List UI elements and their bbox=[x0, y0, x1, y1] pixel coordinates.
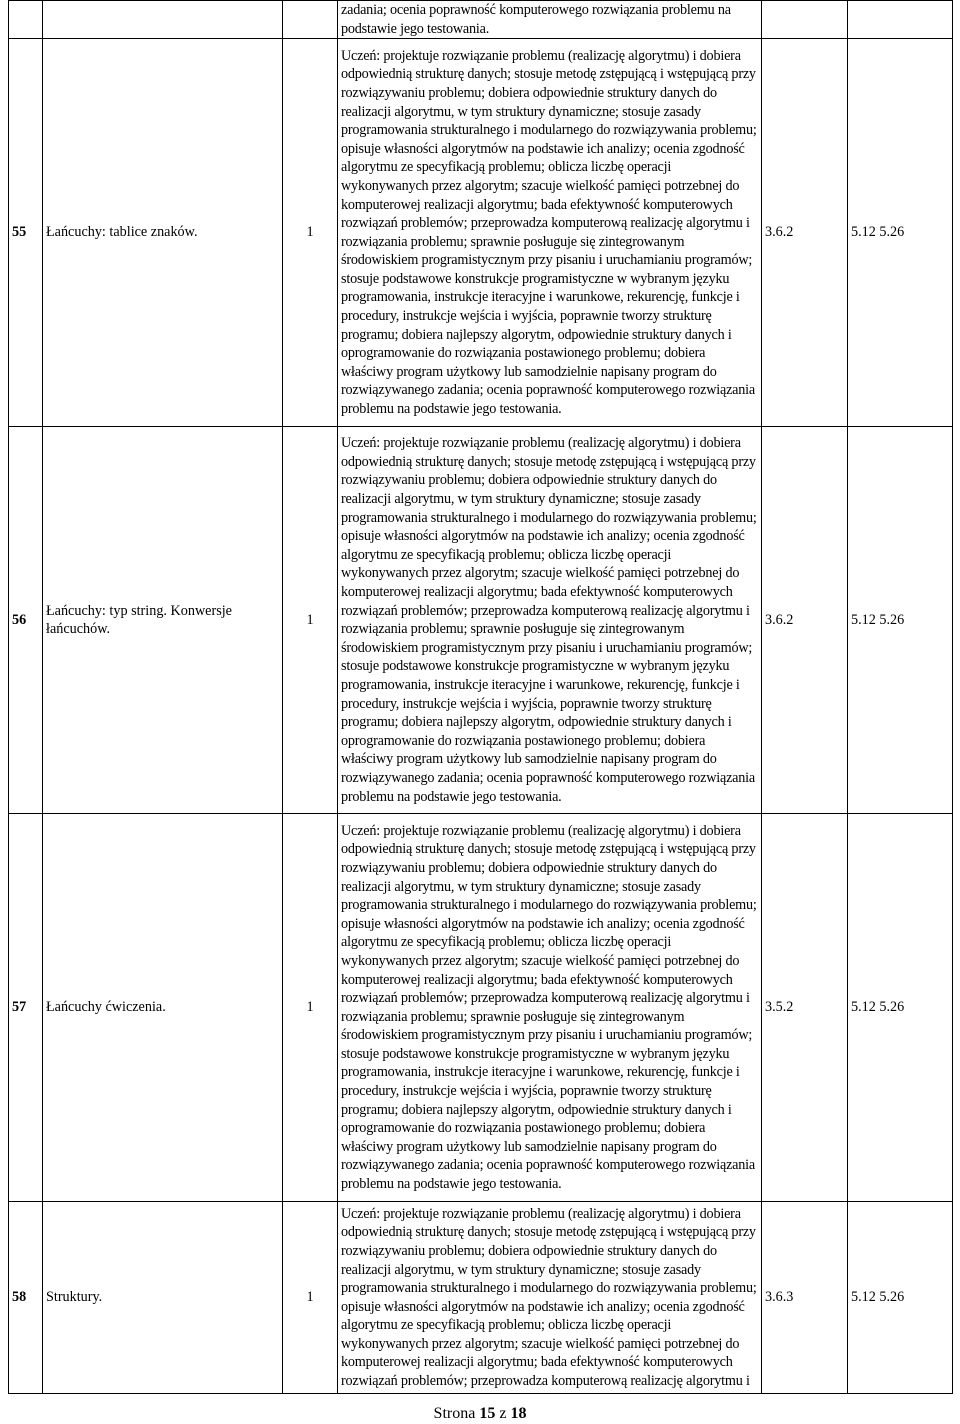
lesson-hours: 1 bbox=[283, 1202, 338, 1394]
lesson-dates: 5.12 5.26 bbox=[848, 1202, 953, 1394]
page-footer bbox=[0, 1404, 960, 1424]
lesson-hours: 1 bbox=[283, 427, 338, 814]
table-row bbox=[9, 427, 953, 814]
table-row bbox=[9, 1202, 953, 1394]
lesson-number: 58 bbox=[9, 1202, 43, 1394]
lesson-standard: 3.6.2 bbox=[762, 427, 848, 814]
lesson-standard: 3.6.2 bbox=[762, 39, 848, 427]
lesson-topic: Łańcuchy: tablice znaków. bbox=[43, 39, 283, 427]
lesson-number: 56 bbox=[9, 427, 43, 814]
lesson-standard: 3.6.3 bbox=[762, 1202, 848, 1394]
page-separator: z bbox=[499, 1405, 507, 1422]
lesson-dates: 5.12 5.26 bbox=[848, 427, 953, 814]
lesson-dates: 5.12 5.26 bbox=[848, 39, 953, 427]
page-number: 15 bbox=[479, 1405, 496, 1422]
lesson-dates: 5.12 5.26 bbox=[848, 814, 953, 1202]
lesson-topic: Łańcuchy ćwiczenia. bbox=[43, 814, 283, 1202]
page-label: Strona bbox=[433, 1405, 476, 1422]
curriculum-table bbox=[8, 0, 953, 1394]
lesson-standard: 3.5.2 bbox=[762, 814, 848, 1202]
lesson-topic: Struktury. bbox=[43, 1202, 283, 1394]
lesson-requirements: Uczeń: projektuje rozwiązanie problemu (realizację algorytmu) i dobiera odpowiednią strukturę danych; stosuje metodę zstępującą i wstępującą przy rozwiązywaniu problemu; dobiera odpowiednie struktury danych do realizacji algorytmu, w tym struktury dynamiczne; stosuje zasady programowania strukturalnego i modularnego do rozwiązywania problemu; opisuje własności algorytmów na podstawie ich analizy; ocenia zgodność algorytmu ze specyfikacją problemu; oblicza liczbę operacji wykonywanych przez algorytm; szacuje wielkość pamięci potrzebnej do komputerowej realizacji algorytmu; bada efektywność komputerowych rozwiązań problemów; przeprowadza komputerową realizację algorytmu i rozwiązania problemu; sprawnie posługuje się zintegrowanym środowiskiem programistycznym przy pisaniu i uruchamianiu programów; stosuje podstawowe konstrukcje programistyczne w wybranym języku programowania, instrukcje iteracyjne i warunkowe, rekurencję, funkcje i procedury, instrukcje wejścia i wyjścia, poprawnie tworzy strukturę programu; dobiera najlepszy algorytm, odpowiednie struktury danych i oprogramowanie do rozwiązania postawionego problemu; dobiera właściwy program użytkowy lub samodzielnie napisany program do rozwiązywanego zadania; ocenia poprawność komputerowego rozwiązania problemu na podstawie jego testowania. bbox=[338, 39, 762, 427]
lesson-requirements: Uczeń: projektuje rozwiązanie problemu (realizację algorytmu) i dobiera odpowiednią strukturę danych; stosuje metodę zstępującą i wstępującą przy rozwiązywaniu problemu; dobiera odpowiednie struktury danych do realizacji algorytmu, w tym struktury dynamiczne; stosuje zasady programowania strukturalnego i modularnego do rozwiązywania problemu; opisuje własności algorytmów na podstawie ich analizy; ocenia zgodność algorytmu ze specyfikacją problemu; oblicza liczbę operacji wykonywanych przez algorytm; szacuje wielkość pamięci potrzebnej do komputerowej realizacji algorytmu; bada efektywność komputerowych rozwiązań problemów; przeprowadza komputerową realizację algorytmu i rozwiązania problemu; sprawnie posługuje się zintegrowanym środowiskiem programistycznym przy pisaniu i uruchamianiu programów; stosuje podstawowe konstrukcje programistyczne w wybranym języku programowania, instrukcje iteracyjne i warunkowe, rekurencję, funkcje i procedury, instrukcje wejścia i wyjścia, poprawnie tworzy strukturę programu; dobiera najlepszy algorytm, odpowiednie struktury danych i oprogramowanie do rozwiązania postawionego problemu; dobiera właściwy program użytkowy lub samodzielnie napisany program do rozwiązywanego zadania; ocenia poprawność komputerowego rozwiązania problemu na podstawie jego testowania. bbox=[338, 427, 762, 814]
continuation-text: zadania; ocenia poprawność komputerowego rozwiązania problemu na podstawie jego testowania. bbox=[338, 1, 762, 39]
lesson-number: 55 bbox=[9, 39, 43, 427]
lesson-requirements: Uczeń: projektuje rozwiązanie problemu (realizację algorytmu) i dobiera odpowiednią strukturę danych; stosuje metodę zstępującą i wstępującą przy rozwiązywaniu problemu; dobiera odpowiednie struktury danych do realizacji algorytmu, w tym struktury dynamiczne; stosuje zasady programowania strukturalnego i modularnego do rozwiązywania problemu; opisuje własności algorytmów na podstawie ich analizy; ocenia zgodność algorytmu ze specyfikacją problemu; oblicza liczbę operacji wykonywanych przez algorytm; szacuje wielkość pamięci potrzebnej do komputerowej realizacji algorytmu; bada efektywność komputerowych rozwiązań problemów; przeprowadza komputerową realizację algorytmu i bbox=[338, 1202, 762, 1394]
table-row-continuation bbox=[9, 1, 953, 39]
lesson-number: 57 bbox=[9, 814, 43, 1202]
lesson-requirements: Uczeń: projektuje rozwiązanie problemu (realizację algorytmu) i dobiera odpowiednią strukturę danych; stosuje metodę zstępującą i wstępującą przy rozwiązywaniu problemu; dobiera odpowiednie struktury danych do realizacji algorytmu, w tym struktury dynamiczne; stosuje zasady programowania strukturalnego i modularnego do rozwiązywania problemu; opisuje własności algorytmów na podstawie ich analizy; ocenia zgodność algorytmu ze specyfikacją problemu; oblicza liczbę operacji wykonywanych przez algorytm; szacuje wielkość pamięci potrzebnej do komputerowej realizacji algorytmu; bada efektywność komputerowych rozwiązań problemów; przeprowadza komputerową realizację algorytmu i rozwiązania problemu; sprawnie posługuje się zintegrowanym środowiskiem programistycznym przy pisaniu i uruchamianiu programów; stosuje podstawowe konstrukcje programistyczne w wybranym języku programowania, instrukcje iteracyjne i warunkowe, rekurencję, funkcje i procedury, instrukcje wejścia i wyjścia, poprawnie tworzy strukturę programu; dobiera najlepszy algorytm, odpowiednie struktury danych i oprogramowanie do rozwiązania postawionego problemu; dobiera właściwy program użytkowy lub samodzielnie napisany program do rozwiązywanego zadania; ocenia poprawność komputerowego rozwiązania problemu na podstawie jego testowania. bbox=[338, 814, 762, 1202]
lesson-hours: 1 bbox=[283, 39, 338, 427]
lesson-topic: Łańcuchy: typ string. Konwersje łańcuchów. bbox=[43, 427, 283, 814]
lesson-hours: 1 bbox=[283, 814, 338, 1202]
table-row bbox=[9, 39, 953, 427]
table-row bbox=[9, 814, 953, 1202]
page-total: 18 bbox=[510, 1405, 527, 1422]
